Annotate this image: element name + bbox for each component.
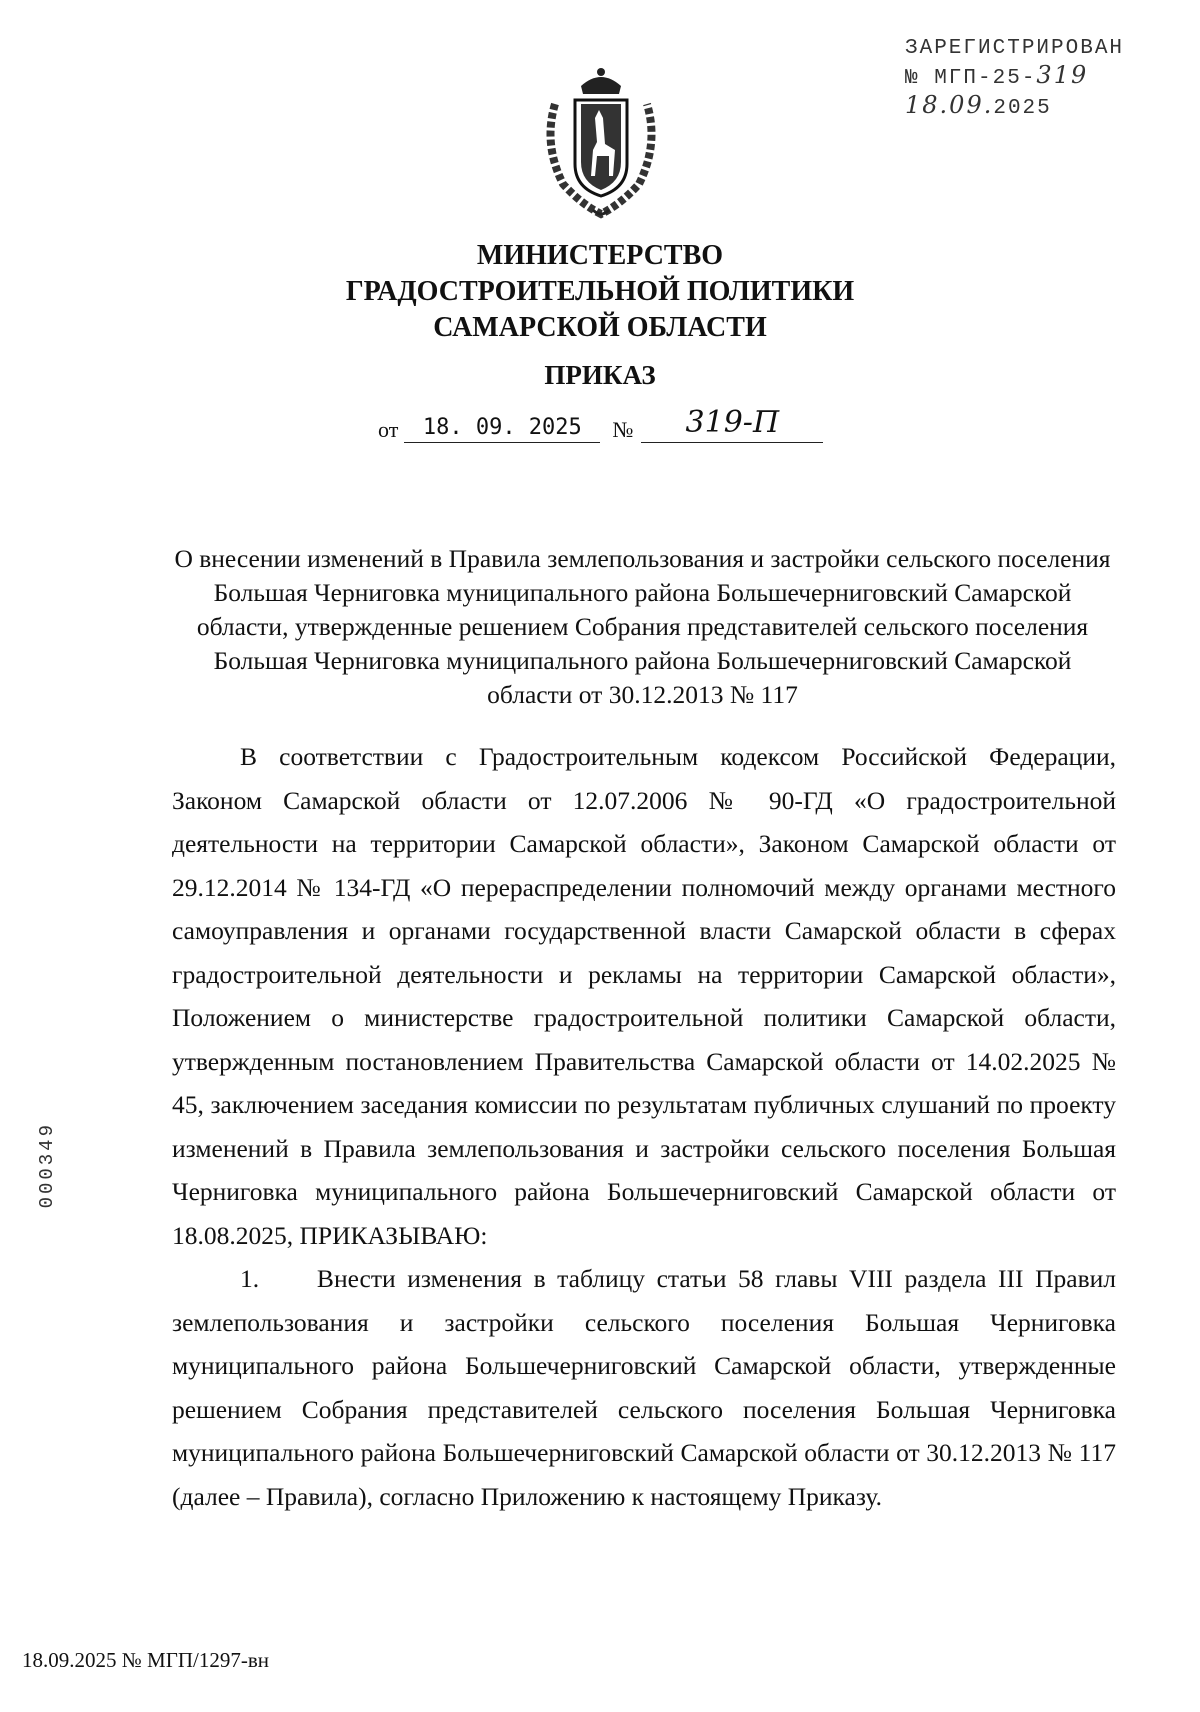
stamp-line2 bbox=[905, 62, 1124, 92]
stamp-line1: ЗАРЕГИСТРИРОВАН bbox=[905, 37, 1125, 60]
document-type: ПРИКАЗ bbox=[544, 360, 656, 390]
header-line3: САМАРСКОЙ ОБЛАСТИ bbox=[433, 312, 767, 343]
registration-stamp bbox=[905, 36, 1124, 122]
footer-registration: 18.09.2025 № МГП/1297-вн bbox=[22, 1648, 269, 1672]
stamp-number-prefix: № МГП-25- bbox=[905, 67, 1037, 90]
side-page-number: 000349 bbox=[36, 1122, 58, 1209]
ministry-header bbox=[0, 238, 1200, 346]
stamp-date-handwritten: 18.09. bbox=[905, 91, 994, 119]
document-date: 18. 09. 2025 bbox=[404, 415, 600, 443]
stamp-year: 2025 bbox=[993, 97, 1052, 120]
order-item-1: 1. Внести изменения в таблицу статьи 58 главы VIII раздела III Правил землепользования и застройки сельского поселения Большая Черниговка муниципального района Большечерниговский Самарской области, утвержденные решением Собрания представителей сельского поселения Большая Черниговка муниципального района Большечерниговский Самарской области от 30.12.2013 № 117 (далее – Правила), согласно Приложению к настоящему Приказу. bbox=[172, 1264, 1116, 1511]
date-number-line bbox=[378, 405, 823, 443]
header-line2: ГРАДОСТРОИТЕЛЬНОЙ ПОЛИТИКИ bbox=[345, 276, 855, 307]
stamp-number-handwritten: 319 bbox=[1036, 61, 1089, 89]
from-label: от bbox=[378, 417, 399, 442]
document-number: 319-П bbox=[641, 405, 823, 443]
header-line1: МИНИСТЕРСТВО bbox=[476, 240, 724, 271]
coat-of-arms-icon bbox=[533, 64, 669, 220]
document-body bbox=[172, 735, 1116, 1518]
document-title: О внесении изменений в Правила землепользования и застройки сельского поселения Большая Черниговка муниципального района Большечерниговский Самарской области, утвержденные решением Собрания представителей сельского поселения Большая Черниговка муниципального района Большечерниговский Самарской области от 30.12.2013 № 117 bbox=[174, 544, 1111, 709]
stamp-line3 bbox=[905, 92, 1124, 122]
preamble-paragraph: В соответствии с Градостроительным кодексом Российской Федерации, Законом Самарской области от 12.07.2006 № 90-ГД «О градостроительной деятельности на территории Самарской области», Законом Самарской области от 29.12.2014 № 134-ГД «О перераспределении полномочий между органами местного самоуправления и органами государственной власти Самарской области в сферах градостроительной деятельности и рекламы на территории Самарской области», Положением о министерстве градостроительной политики Самарской области, утвержденным постановлением Правительства Самарской области от 14.02.2025 № 45, заключением заседания комиссии по результатам публичных слушаний по проекту изменений в Правила землепользования и застройки сельского поселения Большая Черниговка муниципального района Большечерниговский Самарской области от 18.08.2025, ПРИКАЗЫВАЮ: bbox=[172, 742, 1116, 1250]
number-label: № bbox=[612, 417, 634, 442]
